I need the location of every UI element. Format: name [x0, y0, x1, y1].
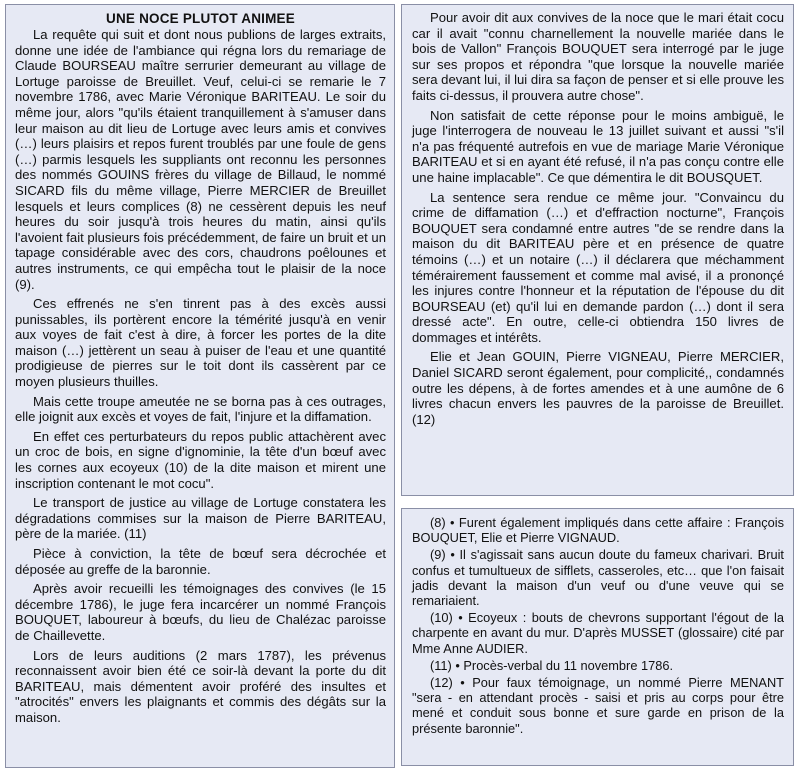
footnote: (12) • Pour faux témoignage, un nommé Pierre MENANT "sera - en attendant procès - saisi et pris au corps pour être mené et conduit sous bonne et sure garde en prison de la présente baronnie". [412, 675, 784, 736]
paragraph: Ces effrenés ne s'en tinrent pas à des excès aussi punissables, ils portèrent encore la témérité jusqu'à en venir aux voyes de fait c'est à dire, à forcer les portes de la dite maison (…) jettèrent un seau à puiser de l'eau et une quantité prodigieuse de pierres sur le toit dont ils cassèrent par ce moyen plusieurs thuilles. [15, 296, 386, 390]
paragraph: Pièce à conviction, la tête de bœuf sera décrochée et déposée au greffe de la baronnie. [15, 546, 386, 577]
paragraph: Pour avoir dit aux convives de la noce que le mari était cocu car il avait "connu charnellement la nouvelle mariée dans le bois de Vallon" François BOUQUET sera interrogé par le juge sur ses propos et répondra "que lorsque la nouvelle mariée sera devant lui, il lui dira sa façon de penser et si elle prouve les faits ci-dessus, il prouvera autre chose". [412, 10, 784, 103]
article-right-column [401, 4, 794, 496]
footnote: (9) • Il s'agissait sans aucun doute du fameux charivari. Bruit confus et tumultueux de sifflets, casseroles, etc… que l'on faisait jadis devant la maison d'un veuf ou d'une veuve qui se remariaient. [412, 547, 784, 609]
article-title: UNE NOCE PLUTOT ANIMEE [106, 11, 295, 26]
footnote: (10) • Ecoyeux : bouts de chevrons supportant l'égout de la charpente en avant du mur. D'après MUSSET (glossaire) cité par Mme Anne AUDIER. [412, 610, 784, 656]
paragraph: La sentence sera rendue ce même jour. "Convaincu du crime de diffamation (…) et d'effraction nocturne", François BOUQUET sera condamné entre autres "de se rendre dans la maison du dit BARITEAU père et en présence de quatre témoins (…) et un notaire (…) il déclarera que méchamment témérairement faussement et comme mal avisé, il a prononçé les injures contre l'honneur et la réputation de l'épouse du dit BOURSEAU (et) qu'il lui en demande pardon (…) dont il sera dressé acte". En outre, celle-ci obtiendra 150 livres de dommages et intérêts. [412, 189, 784, 345]
paragraph: Mais cette troupe ameutée ne se borna pas à ces outrages, elle joignit aux excès et voyes de fait, l'injure et la diffamation. [15, 393, 386, 425]
paragraph: Non satisfait de cette réponse pour le moins ambiguë, le juge l'interrogera de nouveau le 13 juillet suivant et aussi "s'il n'a pas fréquenté autrefois en vue de mariage Marie Véronique BARITEAU et si en ayant été refusé, il n'a pas conçu contre elle une haine implacable". Ce que démentira le dit BOUSQUET. [412, 107, 784, 185]
paragraph: Lors de leurs auditions (2 mars 1787), les prévenus reconnaissent avoir bien été ce soir-là devant la porte du dit BARITEAU, mais démentent avoir proféré des insultes et "atrocités" envers les plaignants et commis des dégâts sur la maison. [15, 647, 386, 725]
footnote: (11) • Procès-verbal du 11 novembre 1786. [430, 657, 674, 673]
footnotes-box [401, 508, 794, 766]
paragraph: Le transport de justice au village de Lortuge constatera les dégradations commises sur la maison de Pierre BARITEAU, père de la mariée. (11) [15, 495, 386, 542]
paragraph: Après avoir recueilli les témoignages des convives (le 15 décembre 1786), le juge fera incarcérer un nommé François BOUQUET, laboureur à bœufs, du lieu de Chalézac paroisse de Chaillevette. [15, 581, 386, 643]
paragraph: La requête qui suit et dont nous publions de larges extraits, donne une idée de l'ambiance qui régna lors du remariage de Claude BOURSEAU maître serrurier demeurant au village de Lortuge paroisse de Breuillet. Veuf, celui-ci se remarie le 7 novembre 1786, avec Marie Véronique BARITEAU. Le soir du même jour, alors "qu'ils étaient tranquillement à s'amuser dans leur maison au dit lieu de Lortuge avec leurs amis et convives (…) leurs plaisirs et repos furent troublés par une foule de gens (…) parmis lesquels les suppliants ont reconnu les personnes des nommés GOUINS frères du village de Billaud, le nommé SICARD fils du même village, Pierre MERCIER de Breuillet lesquels et leurs complices (8) ne cessèrent depuis les neuf heures du soir jusqu'à trois heures du matin, ainsi qu'ils l'avoient fait plusieurs fois précédemment, de faire un bruit et un tapage considérable avec des cors, chaudrons poêlounes et autres instruments, ce qui empêcha tout le plaisir de la noce (9). [15, 27, 386, 292]
article-left-column [5, 4, 395, 768]
paragraph: En effet ces perturbateurs du repos public attachèrent avec un croc de bois, en signe d'ignominie, la tête d'un bœuf avec les cornes aux ecoyeux (10) de la dite maison et mirent une inscription contenant le mot cocu". [15, 428, 386, 491]
paragraph: Elie et Jean GOUIN, Pierre VIGNEAU, Pierre MERCIER, Daniel SICARD seront également, pour complicité,, condamnés outre les dépens, à de fortes amendes et à une aumône de 6 livres chacun envers les pauvres de la paroisse de Breuillet. (12) [412, 349, 784, 427]
footnote: (8) • Furent également impliqués dans cette affaire : François BOUQUET, Elie et Pierre VIGNAUD. [412, 515, 784, 546]
